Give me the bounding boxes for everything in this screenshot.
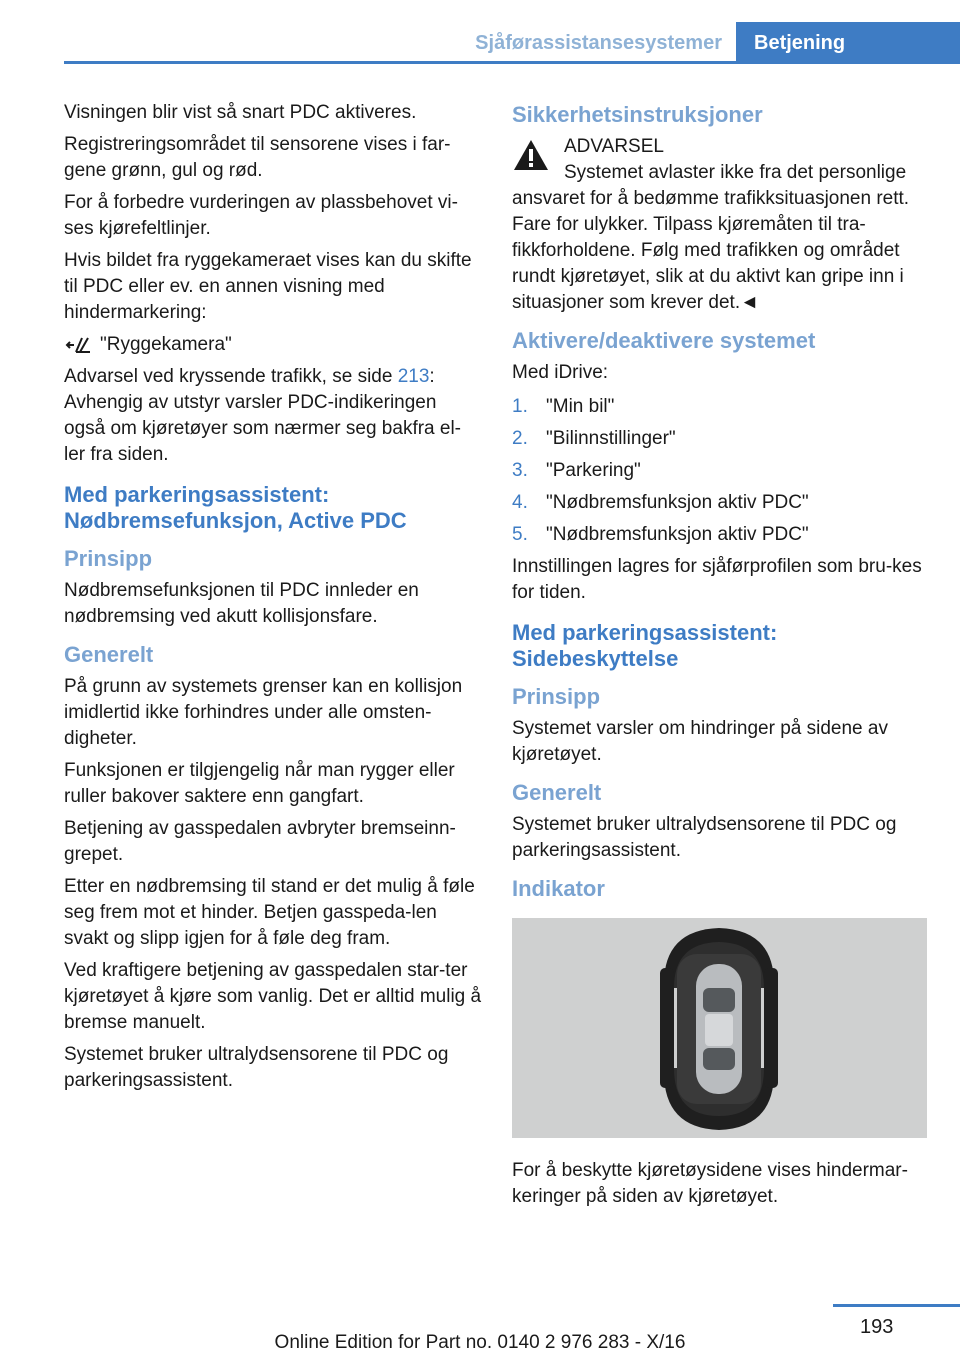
header-section-title: Sjåførassistansesystemer — [475, 32, 722, 54]
warning-triangle-icon — [512, 138, 550, 172]
subsection-heading: Indikator — [512, 876, 605, 901]
warning-title: ADVARSEL — [564, 136, 664, 157]
paragraph: Registreringsområdet til sensorene vises i far-gene grønn, gul og rød. — [64, 134, 451, 181]
paragraph: Betjening av gasspedalen avbryter bremseinn-grepet. — [64, 818, 456, 865]
paragraph: Med iDrive: — [512, 362, 609, 383]
list-item — [512, 426, 930, 452]
list-item — [512, 490, 930, 516]
paragraph: Hvis bildet fra ryggekameraet vises kan du skifte til PDC eller ev. en annen visning med hindermarkering: — [64, 250, 472, 323]
camera-option-line — [64, 332, 482, 358]
header-rule — [64, 61, 960, 64]
page-number: 193 — [860, 1316, 894, 1338]
step-number: 5. — [512, 524, 528, 545]
cross-ref-colon: : — [429, 366, 435, 387]
subsection-heading: Sikkerhetsinstruksjoner — [512, 102, 763, 127]
step-number: 2. — [512, 428, 528, 449]
section-heading: Med parkeringsassistent: Sidebeskyttelse — [512, 620, 778, 671]
list-item — [512, 394, 930, 420]
subsection-heading: Prinsipp — [64, 546, 153, 571]
rear-camera-icon — [64, 334, 92, 356]
paragraph: Nødbremsefunksjonen til PDC innleder en nødbremsing ved akutt kollisjonsfare. — [64, 580, 419, 627]
subsection-heading: Generelt — [64, 642, 154, 667]
warning-body: Systemet avlaster ikke fra det personlige ansvaret for å bedømme trafikksituasjonen rett. Fare for ulykker. Tilpass kjøremåten til tra-fikkforholdene. Følg med trafikken og området rundt kjøretøyet, slik at du aktivt kan gripe inn i situasjoner som krever det.◄ — [512, 162, 910, 313]
paragraph: Etter en nødbremsing til stand er det mulig å føle seg frem mot et hinder. Betjen gasspeda-len svakt og slipp igjen for å føle deg fram. — [64, 876, 475, 949]
list-item — [512, 458, 930, 484]
step-text: "Bilinnstillinger" — [546, 428, 676, 449]
paragraph: Systemet varsler om hindringer på sidene av kjøretøyet. — [512, 718, 888, 765]
list-item — [512, 522, 930, 548]
subsection-heading: Aktivere/deaktivere systemet — [512, 328, 816, 353]
step-text: "Min bil" — [546, 396, 615, 417]
paragraph: Visningen blir vist så snart PDC aktiveres. — [64, 102, 417, 123]
paragraph: For å forbedre vurderingen av plassbehovet vi-ses kjørefeltlinjer. — [64, 192, 458, 239]
subsection-heading: Prinsipp — [512, 684, 601, 709]
paragraph: Systemet bruker ultralydsensorene til PDC og parkeringsassistent. — [64, 1044, 449, 1091]
edition-footer: Online Edition for Part no. 0140 2 976 283 - X/16 — [274, 1332, 686, 1353]
footer-rule — [833, 1304, 960, 1307]
step-number: 4. — [512, 492, 528, 513]
section-heading: Med parkeringsassistent: Nødbremsefunksjon, Active PDC — [64, 482, 407, 533]
car-parking-graphic — [512, 918, 927, 1138]
page-link[interactable]: 213 — [397, 366, 430, 387]
step-number: 3. — [512, 460, 528, 481]
warning-block — [512, 134, 930, 316]
step-number: 1. — [512, 396, 528, 417]
step-text: "Nødbremsfunksjon aktiv PDC" — [546, 492, 809, 513]
steps-list — [512, 394, 930, 548]
paragraph: På grunn av systemets grenser kan en kollisjon imidlertid ikke forhindres under alle omsten-digheter. — [64, 676, 463, 749]
left-column — [64, 100, 482, 1100]
cross-ref-text: Advarsel ved kryssende trafikk, se side — [64, 366, 398, 387]
paragraph: Innstillingen lagres for sjåførprofilen som bru-kes for tiden. — [512, 556, 922, 603]
header-chapter-tab: Betjening — [736, 22, 960, 62]
paragraph: Funksjonen er tilgjengelig når man rygger eller ruller bakover saktere enn gangfart. — [64, 760, 455, 807]
subsection-heading: Generelt — [512, 780, 602, 805]
step-text: "Nødbremsfunksjon aktiv PDC" — [546, 524, 809, 545]
paragraph: Systemet bruker ultralydsensorene til PDC og parkeringsassistent. — [512, 814, 897, 861]
camera-option-label: "Ryggekamera" — [100, 334, 232, 355]
right-column — [512, 100, 930, 1216]
paragraph-text: Avhengig av utstyr varsler PDC-indikeringen også om kjøretøyer som nærmer seg bakfra el-ler fra siden. — [64, 392, 462, 465]
paragraph: Ved kraftigere betjening av gasspedalen star-ter kjøretøyet å kjøre som vanlig. Det er alltid mulig å bremse manuelt. — [64, 960, 482, 1033]
paragraph — [64, 364, 482, 468]
paragraph: For å beskytte kjøretøysidene vises hindermar-keringer på siden av kjøretøyet. — [512, 1160, 908, 1207]
side-protection-display-image — [512, 918, 927, 1138]
step-text: "Parkering" — [546, 460, 641, 481]
